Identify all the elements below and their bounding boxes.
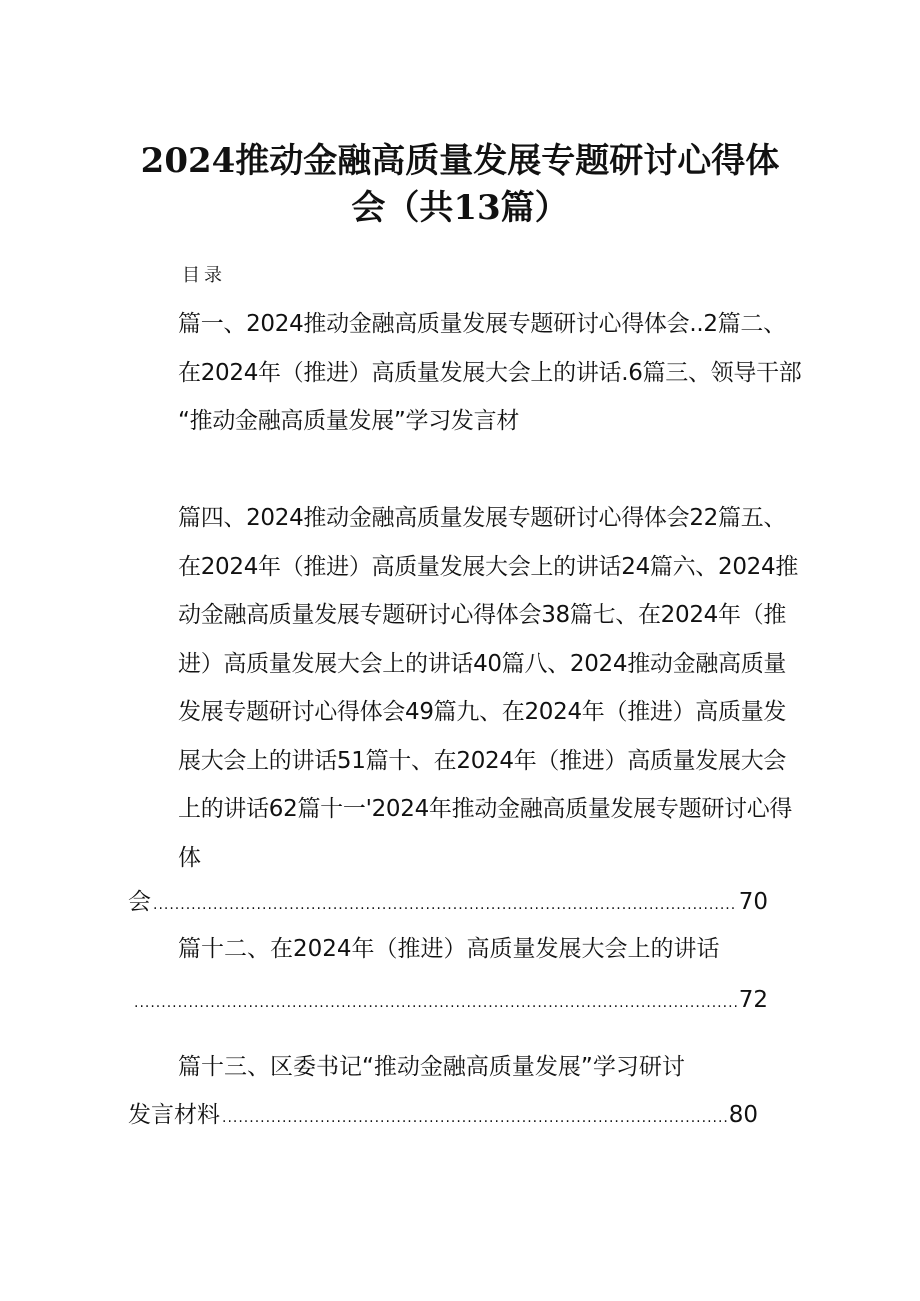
toc-entry-13 xyxy=(128,1100,758,1133)
document-title-line-1: 2024推动金融高质量发展专题研讨心得体 xyxy=(140,141,780,181)
dot-leader xyxy=(134,988,737,1018)
toc-heading: 目录 xyxy=(182,265,226,286)
toc-entry-12 xyxy=(132,985,768,1018)
toc-entry-11-page: 70 xyxy=(738,889,768,915)
toc-entry-13-lead: 发言材料 xyxy=(128,1102,220,1128)
toc-entry-12-page: 72 xyxy=(738,987,768,1013)
document-title-line-2: 会（共13篇） xyxy=(351,188,569,228)
toc-paragraph-2: 篇四、2024推动金融高质量发展专题研讨心得体会22篇五、 在2024年（推进）高质量发展大会上的讲话24篇六、2024推 动金融高质量发展专题研讨心得体会38篇七、在2024年（推 进）高质量发展大会上的讲话40篇八、2024推动金融高质量 发展专题研讨心得体会49篇九、在2024年（推进）高质量发 展大会上的讲话51篇十、在2024年（推进）高质量发展大会 上的讲话62篇十一'2024年推动金融高质量发展专题研讨心得 体 xyxy=(178,505,799,871)
toc-entry-13-title: 篇十三、区委书记“推动金融高质量发展”学习研讨 xyxy=(178,1054,685,1080)
toc-entry-13-page: 80 xyxy=(728,1102,758,1128)
dot-leader xyxy=(153,890,737,920)
toc-entry-11-lead: 会 xyxy=(128,889,151,915)
dot-leader xyxy=(222,1103,727,1133)
toc-entry-12-title: 篇十二、在2024年（推进）高质量发展大会上的讲话 xyxy=(178,936,720,962)
toc-entry-11 xyxy=(128,887,768,920)
toc-paragraph-1: 篇一、2024推动金融高质量发展专题研讨心得体会..2篇二、 在2024年（推进）高质量发展大会上的讲话.6篇三、领导干部 “推动金融高质量发展”学习发言材 xyxy=(178,311,802,434)
